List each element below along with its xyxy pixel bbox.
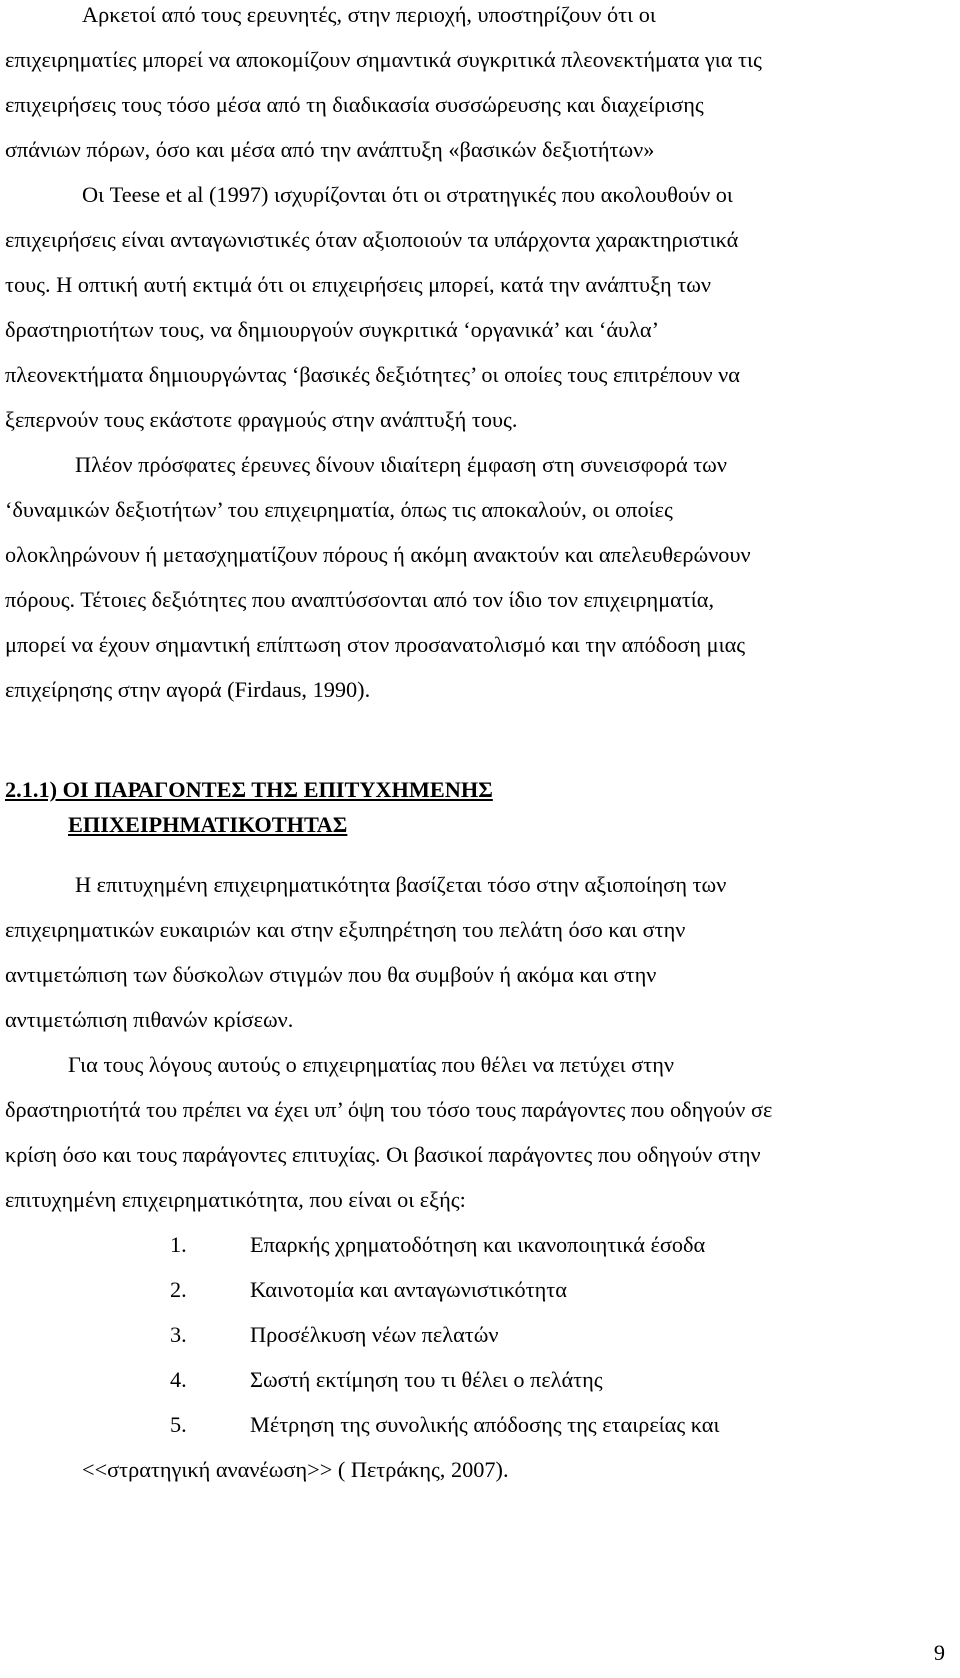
list-item: Προσέλκυση νέων πελατών: [250, 1322, 499, 1347]
paragraph-line: επιτυχημένη επιχειρηματικότητα, που είναι οι εξής:: [5, 1187, 466, 1212]
paragraph-line: κρίση όσο και τους παράγοντες επιτυχίας. Οι βασικοί παράγοντες που οδηγούν στην: [5, 1142, 761, 1167]
paragraph-line: Η επιτυχημένη επιχειρηματικότητα βασίζεται τόσο στην αξιοποίηση των: [75, 872, 727, 897]
section-heading-continued: ΕΠΙΧΕΙΡΗΜΑΤΙΚΟΤΗΤΑΣ: [68, 812, 348, 837]
list-item-number: 3.: [170, 1322, 187, 1347]
paragraph-line: δραστηριοτήτά του πρέπει να έχει υπ’ όψη του τόσο τους παράγοντες που οδηγούν σε: [5, 1097, 773, 1122]
paragraph-line: επιχειρήσεις τους τόσο μέσα από τη διαδικασία συσσώρευσης και διαχείρισης: [5, 92, 704, 117]
paragraph-line: Για τους λόγους αυτούς ο επιχειρηματίας που θέλει να πετύχει στην: [68, 1052, 674, 1077]
paragraph-line: επιχειρηματίες μπορεί να αποκομίζουν σημαντικά συγκριτικά πλεονεκτήματα για τις: [5, 47, 762, 72]
paragraph-line: σπάνιων πόρων, όσο και μέσα από την ανάπτυξη «βασικών δεξιοτήτων»: [5, 137, 655, 162]
list-item-number: 4.: [170, 1367, 187, 1392]
page-number: 9: [933, 1640, 945, 1665]
list-item: Σωστή εκτίμηση του τι θέλει ο πελάτης: [250, 1367, 603, 1392]
paragraph-line: επιχειρηματικών ευκαιριών και στην εξυπηρέτηση του πελάτη όσο και στην: [5, 917, 686, 942]
paragraph-line: Πλέον πρόσφατες έρευνες δίνουν ιδιαίτερη έμφαση στη συνεισφορά των: [75, 452, 727, 477]
list-item-continuation: <<στρατηγική ανανέωση>> ( Πετράκης, 2007).: [82, 1457, 509, 1482]
list-item-number: 2.: [170, 1277, 187, 1302]
paragraph-line: επιχείρησης στην αγορά (Firdaus, 1990).: [5, 677, 371, 702]
list-item: Μέτρηση της συνολικής απόδοσης της εταιρείας και: [250, 1412, 720, 1437]
paragraph-line: ξεπερνούν τους εκάστοτε φραγμούς στην ανάπτυξή τους.: [5, 407, 518, 432]
paragraph-line: αντιμετώπιση των δύσκολων στιγμών που θα συμβούν ή ακόμα και στην: [5, 962, 657, 987]
paragraph-line: ‘δυναμικών δεξιοτήτων’ του επιχειρηματία, όπως τις αποκαλούν, οι οποίες: [5, 497, 673, 522]
paragraph-line: πόρους. Τέτοιες δεξιότητες που αναπτύσσονται από τον ίδιο τον επιχειρηματία,: [5, 587, 715, 612]
section-heading: 2.1.1) ΟΙ ΠΑΡΑΓΟΝΤΕΣ ΤΗΣ ΕΠΙΤΥΧΗΜΕΝΗΣ: [5, 777, 493, 802]
paragraph-line: δραστηριοτήτων τους, να δημιουργούν συγκριτικά ‘οργανικά’ και ‘άυλα’: [5, 317, 660, 342]
paragraph-line: τους. Η οπτική αυτή εκτιμά ότι οι επιχειρήσεις μπορεί, κατά την ανάπτυξη των: [5, 272, 711, 297]
paragraph-line: πλεονεκτήματα δημιουργώντας ‘βασικές δεξιότητες’ οι οποίες τους επιτρέπουν να: [5, 362, 740, 387]
paragraph-line: επιχειρήσεις είναι ανταγωνιστικές όταν αξιοποιούν τα υπάρχοντα χαρακτηριστικά: [5, 227, 739, 252]
list-item-number: 5.: [170, 1412, 187, 1437]
list-item-number: 1.: [170, 1232, 187, 1257]
paragraph-line: αντιμετώπιση πιθανών κρίσεων.: [5, 1007, 294, 1032]
paragraph-line: μπορεί να έχουν σημαντική επίπτωση στον προσανατολισμό και την απόδοση μιας: [5, 632, 746, 657]
list-item: Καινοτομία και ανταγωνιστικότητα: [250, 1277, 567, 1302]
list-item: Επαρκής χρηματοδότηση και ικανοποιητικά έσοδα: [250, 1232, 706, 1257]
paragraph-line: Οι Teese et al (1997) ισχυρίζονται ότι οι στρατηγικές που ακολουθούν οι: [82, 182, 733, 207]
paragraph-line: Αρκετοί από τους ερευνητές, στην περιοχή, υποστηρίζουν ότι οι: [82, 2, 656, 27]
paragraph-line: ολοκληρώνουν ή μετασχηματίζουν πόρους ή ακόμη ανακτούν και απελευθερώνουν: [5, 542, 751, 567]
